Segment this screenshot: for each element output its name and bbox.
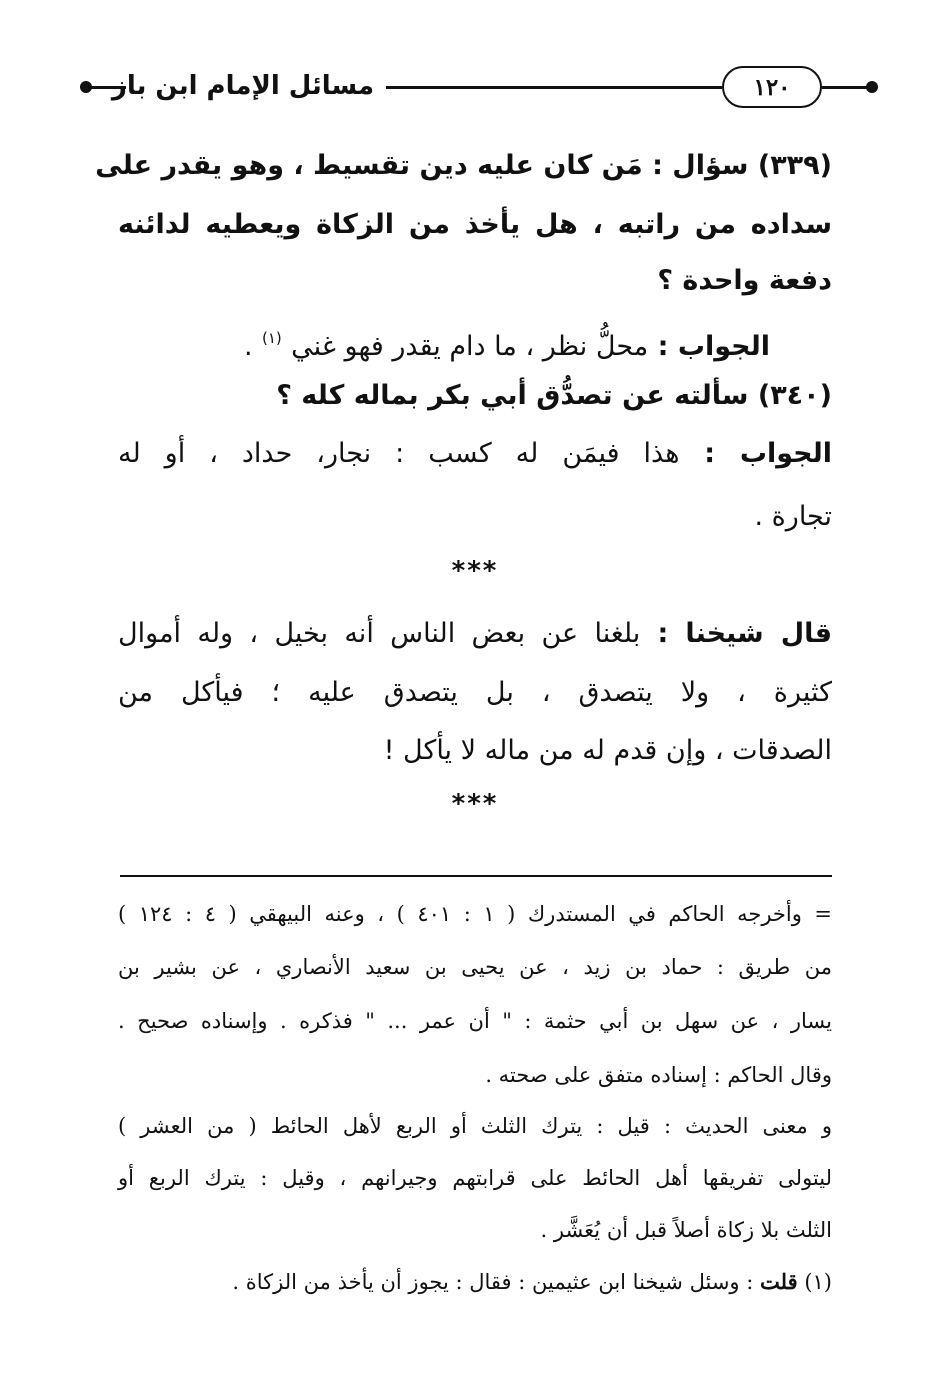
q339-line-2: سداده من راتبه ، هل يأخذ من الزكاة ويعطيه لدائنه xyxy=(118,209,832,240)
q340-answer-line-2: تجارة . xyxy=(754,501,832,532)
footnote-line-3: يسار ، عن سهل بن أبي حثمة : " أن عمر ... " فذكره . وإسناده صحيح . xyxy=(118,1009,832,1033)
page-number-badge xyxy=(722,66,822,108)
book-title: مسائل الإمام ابن باز xyxy=(111,71,375,101)
footnote-1 xyxy=(118,1265,832,1299)
shaykh-line-2: كثيرة ، ولا يتصدق ، بل يتصدق عليه ؛ فيأكل من xyxy=(118,677,832,708)
footnote-line-1: = وأخرجه الحاكم في المستدرك ( ١ : ٤٠١ ) ، وعنه البيهقي ( ٤ : ١٢٤ ) xyxy=(118,902,832,926)
q339-line-3: دفعة واحدة ؟ xyxy=(657,265,832,296)
shaykh-line-1 xyxy=(118,614,832,654)
footnote-line-5: و معنى الحديث : قيل : يترك الثلث أو الربع لأهل الحائط ( من العشر ) xyxy=(118,1114,832,1138)
shaykh-label: قال شيخنا : xyxy=(657,618,833,649)
q339-answer xyxy=(118,318,770,367)
header-middle-rule xyxy=(386,86,722,89)
footnote-line-4: وقال الحاكم : إسناده متفق على صحته . xyxy=(485,1063,832,1087)
q340-answer-line-1 xyxy=(118,434,832,474)
footnote-1-text: : وسئل شيخنا ابن عثيمين : فقال : يجوز أن يأخذ من الزكاة . xyxy=(232,1270,754,1294)
page-number: ١٢٠ xyxy=(753,73,791,101)
shaykh-line-3: الصدقات ، وإن قدم له من ماله لا يأكل ! xyxy=(383,735,832,766)
section-separator-2: *** xyxy=(451,789,499,819)
q339-answer-label: الجواب : xyxy=(657,331,770,362)
page-header xyxy=(80,62,880,112)
shaykh-text-1: بلغنا عن بعض الناس أنه بخيل ، وله أموال xyxy=(118,618,641,649)
footnote-separator-rule xyxy=(120,875,832,877)
header-right-dot xyxy=(866,81,878,93)
footnote-1-label: قلت xyxy=(760,1269,798,1294)
q339-answer-text: محلُّ نظر ، ما دام يقدر فهو غني xyxy=(291,331,649,362)
q339-answer-end: . xyxy=(243,331,253,362)
footnote-1-number: (١) xyxy=(804,1270,832,1294)
q340-question: (٣٤٠) سألته عن تصدُّق أبي بكر بماله كله ؟ xyxy=(276,380,832,411)
header-right-rule xyxy=(822,86,870,89)
q340-answer-text: هذا فيمَن له كسب : نجار، حداد ، أو له xyxy=(118,438,680,469)
footnote-line-2: من طريق : حماد بن زيد ، عن يحيى بن سعيد الأنصاري ، عن بشير بن xyxy=(118,955,832,979)
footnote-line-6: ليتولى تفريقها أهل الحائط على قرابتهم وجيرانهم ، وقيل : يترك الربع أو xyxy=(118,1166,832,1190)
section-separator-1: *** xyxy=(451,556,499,586)
q340-answer-label: الجواب : xyxy=(704,438,832,469)
footnote-ref-1[interactable]: (١) xyxy=(261,329,282,347)
q339-line-1: (٣٣٩) سؤال : مَن كان عليه دين تقسيط ، وهو يقدر على xyxy=(95,150,832,181)
footnote-line-7: الثلث بلا زكاة أصلاً قبل أن يُعَشَّر . xyxy=(540,1218,832,1242)
